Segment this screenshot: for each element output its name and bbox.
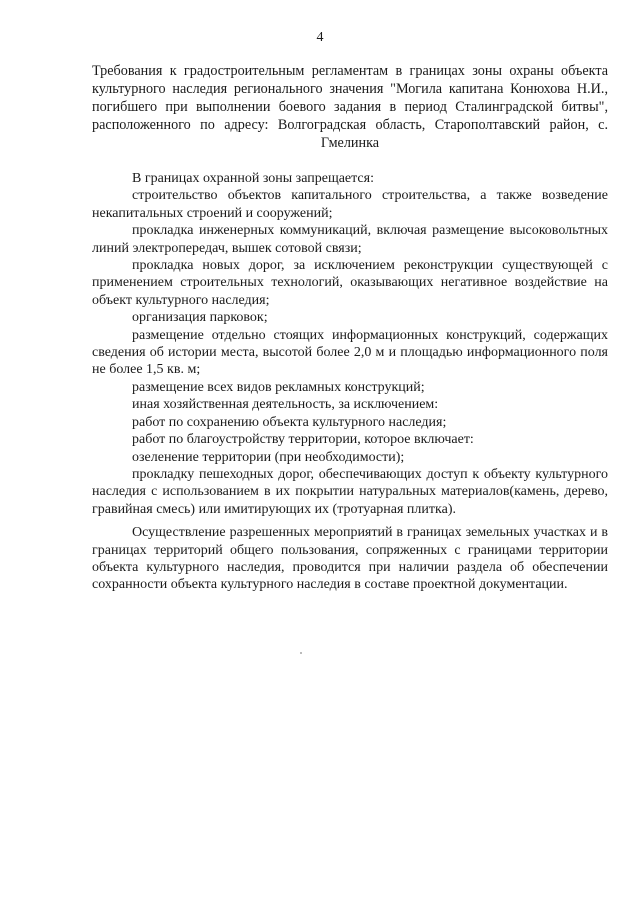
paragraph-item: работ по благоустройству территории, которое включает: [132, 432, 474, 448]
paragraph-item: размещение всех видов рекламных конструкций; [132, 379, 425, 395]
paragraph-item: иная хозяйственная деятельность, за исключением: [132, 397, 439, 413]
paragraph-item: прокладку пешеходных дорог, обеспечивающих доступ к объекту культурного наследия с использованием в их покрытии натуральных материалов(камень, дерево, гравийная смесь) или имитирующих их (тротуарная плитка). [92, 466, 608, 517]
paragraph-item: прокладка инженерных коммуникаций, включая размещение высоковольтных линий электропередач, вышек сотовой связи; [92, 223, 608, 256]
document-title: Требования к градостроительным регламентам в границах зоны охраны объекта культурного наследия регионального значения "Могила капитана Конюхова Н.И., погибшего при выполнении боевого задания в период Сталинградской битвы", расположенного по адресу: Волгоградская область, Старополтавский район, с. Гмелинка [92, 63, 608, 151]
paragraph-item: озеленение территории (при необходимости); [132, 449, 405, 465]
paragraph-intro: В границах охранной зоны запрещается: [132, 171, 374, 186]
document-body [92, 170, 608, 594]
paragraph-conclusion: Осуществление разрешенных мероприятий в границах земельных участках и в границах территорий общего пользования, сопряженных с границами территории объекта культурного наследия, проводится при наличии раздела об обеспечении сохранности объекта культурного наследия в составе проектной документации. [92, 525, 608, 593]
paragraph-item: прокладка новых дорог, за исключением реконструкции существующей с применением строительных технологий, оказывающих негативное воздействие на объект культурного наследия; [92, 258, 608, 308]
page-number: 4 [316, 30, 324, 45]
paragraph-item: работ по сохранению объекта культурного наследия; [132, 414, 447, 430]
paragraph-item: строительство объектов капитального строительства, а также возведение некапитальных строений и сооружений; [92, 188, 608, 221]
paragraph-item: организация парковок; [132, 310, 268, 326]
scan-speck [300, 652, 302, 654]
paragraph-item: размещение отдельно стоящих информационных конструкций, содержащих сведения об истории места, высотой более 2,0 м и площадью информационного поля не более 1,5 кв. м; [92, 327, 608, 378]
